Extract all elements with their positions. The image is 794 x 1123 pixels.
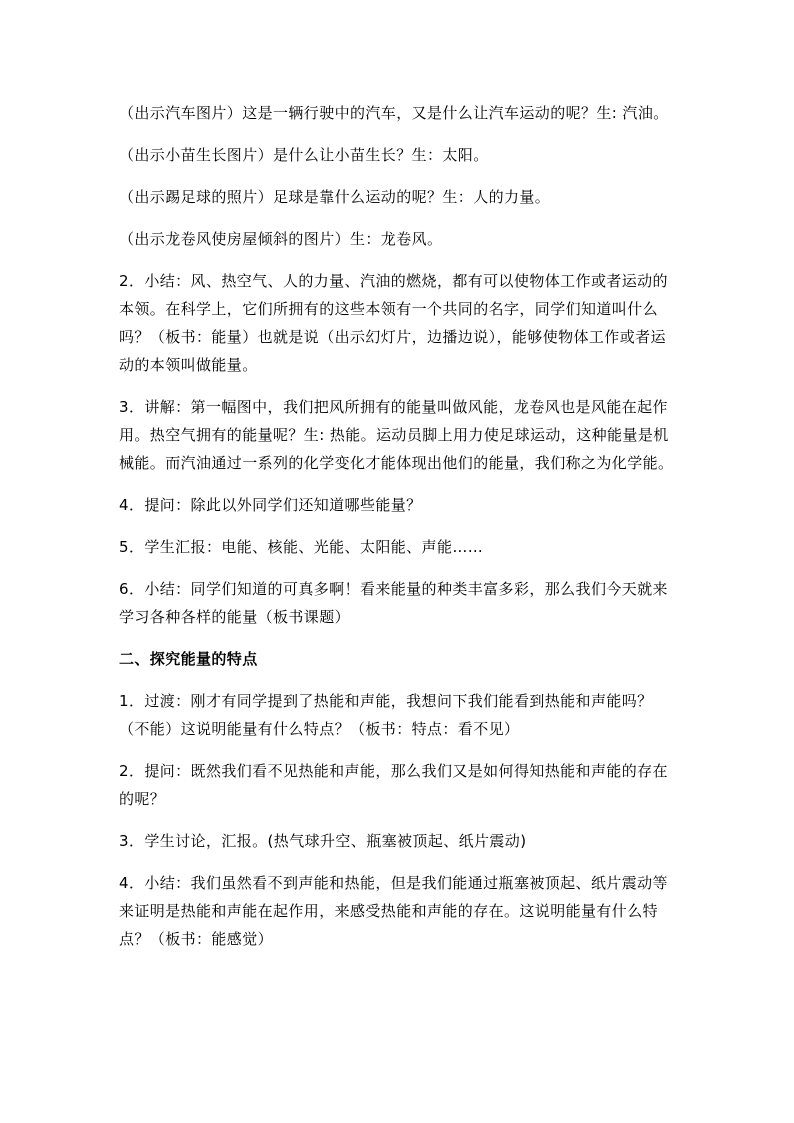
paragraph-discussion-3: 3．学生讨论，汇报。(热气球升空、瓶塞被顶起、纸片震动): [119, 832, 527, 850]
paragraph-summary-2: 2．小结：风、热空气、人的力量、汽油的燃烧，都有可以使物体工作或者运动的本领。在科学上，它们所拥有的这些本领有一个共同的名字，同学们知道叫什么吗？（板书：能量）也就是说（出示幻灯片，边播边说），能够使物体工作或者运动的本领叫做能量。: [119, 272, 668, 374]
paragraph-question-4: 4．提问：除此以外同学们还知道哪些能量？: [119, 496, 422, 514]
paragraph-seedling-image: （出示小苗生长图片）是什么让小苗生长？生：太阳。: [119, 146, 489, 164]
paragraph-football-image: （出示踢足球的照片）足球是靠什么运动的呢？生：人的力量。: [119, 188, 551, 206]
paragraph-transition-1: 1．过渡：刚才有同学提到了热能和声能，我想问下我们能看到热能和声能吗？（不能）这说明能量有什么特点？（板书：特点：看不见）: [119, 692, 653, 738]
paragraph-tornado-image: （出示龙卷风使房屋倾斜的图片）生：龙卷风。: [119, 230, 443, 248]
paragraph-explain-3: 3．讲解：第一幅图中，我们把风所拥有的能量叫做风能，龙卷风也是风能在起作用。热空气拥有的能量呢？生: 热能。运动员脚上用力使足球运动，这种能量是机械能。而汽油通过一系列的化学变化才能体现出他们的能量，我们称之为化学能。: [119, 398, 674, 472]
paragraph-summary-6: 6．小结：同学们知道的可真多啊！看来能量的种类丰富多彩，那么我们今天就来学习各种各样的能量（板书课题）: [119, 580, 668, 626]
paragraph-summary-4: 4．小结：我们虽然看不到声能和热能，但是我们能通过瓶塞被顶起、纸片震动等来证明是热能和声能在起作用，来感受热能和声能的存在。这说明能量有什么特点？（板书：能感觉）: [119, 874, 668, 948]
document-body: [119, 99, 679, 967]
section-heading: 二、探究能量的特点: [119, 650, 258, 668]
paragraph-car-image: （出示汽车图片）这是一辆行驶中的汽车，又是什么让汽车运动的呢？生: 汽油。: [119, 104, 669, 122]
paragraph-question-2: 2．提问：既然我们看不见热能和声能，那么我们又是如何得知热能和声能的存在的呢？: [119, 762, 668, 808]
paragraph-report-5: 5．学生汇报：电能、核能、光能、太阳能、声能……: [119, 538, 484, 556]
